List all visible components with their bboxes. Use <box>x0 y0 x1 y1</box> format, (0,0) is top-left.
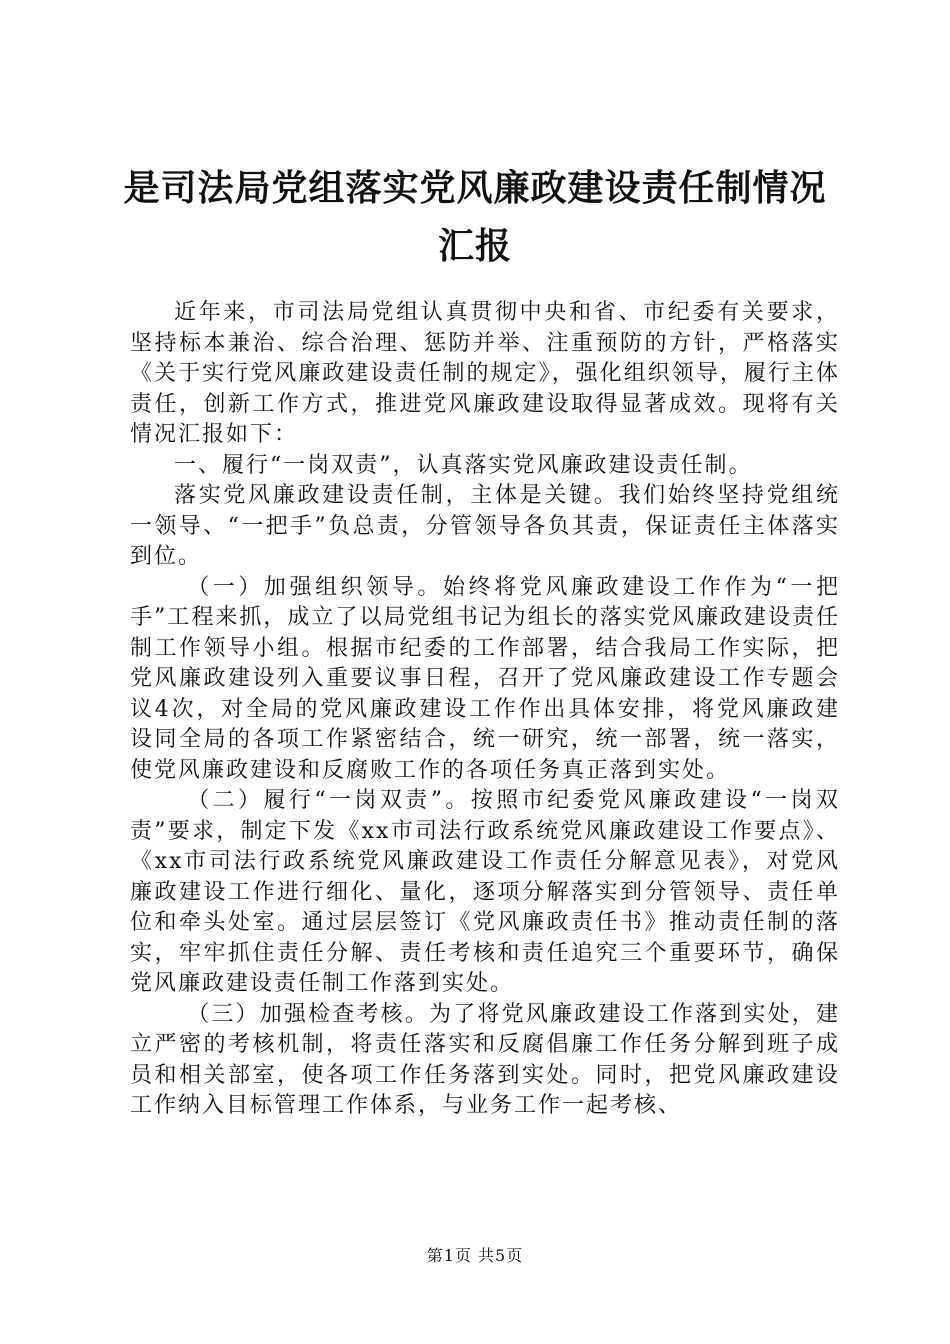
paragraph-subsection-2: （二）履行“一岗双责”。按照市纪委党风廉政建设“一岗双责”要求，制定下发《xx市司法行政系统党风廉政建设工作要点》、《xx市司法行政系统党风廉政建设工作责任分解意见表》，对党风廉政建设工作进行细化、量化，逐项分解落实到分管领导、责任单位和牵头处室。通过层层签订《党风廉政责任书》推动责任制的落实，牢牢抓住责任分解、责任考核和责任追究三个重要环节，确保党风廉政建设责任制工作落到实处。 <box>130 788 840 996</box>
document-title: 是司法局党组落实党风廉政建设责任制情况汇报 <box>123 168 827 267</box>
paragraph-subsection-3: （三）加强检查考核。为了将党风廉政建设工作落到实处，建立严密的考核机制，将责任落实和反腐倡廉工作任务分解到班子成员和相关部室，使各项工作任务落到实处。同时，把党风廉政建设工作纳入目标管理工作体系，与业务工作一起考核、 <box>130 1001 840 1118</box>
paragraph-intro: 近年来，市司法局党组认真贯彻中央和省、市纪委有关要求，坚持标本兼治、综合治理、惩防并举、注重预防的方针，严格落实《关于实行党风廉政建设责任制的规定》，强化组织领导，履行主体责任，创新工作方式，推进党风廉政建设取得显著成效。现将有关情况汇报如下： <box>130 300 840 447</box>
page-number-footer: 第1页 共5页 <box>426 1246 524 1265</box>
document-body <box>130 298 840 1122</box>
section-heading-1: 一、履行“一岗双责”，认真落实党风廉政建设责任制。 <box>174 452 753 478</box>
paragraph-section-1: 落实党风廉政建设责任制，主体是关键。我们始终坚持党组统一领导、“一把手”负总责，分管领导各负其责，保证责任主体落实到位。 <box>130 483 840 569</box>
paragraph-subsection-1: （一）加强组织领导。始终将党风廉政建设工作作为“一把手”工程来抓，成立了以局党组书记为组长的落实党风廉政建设责任制工作领导小组。根据市纪委的工作部署，结合我局工作实际，把党风廉政建设列入重要议事日程，召开了党风廉政建设工作专题会议4次，对全局的党风廉政建设工作作出具体安排，将党风廉政建设同全局的各项工作紧密结合，统一研究，统一部署，统一落实，使党风廉政建设和反腐败工作的各项任务真正落到实处。 <box>130 574 840 783</box>
